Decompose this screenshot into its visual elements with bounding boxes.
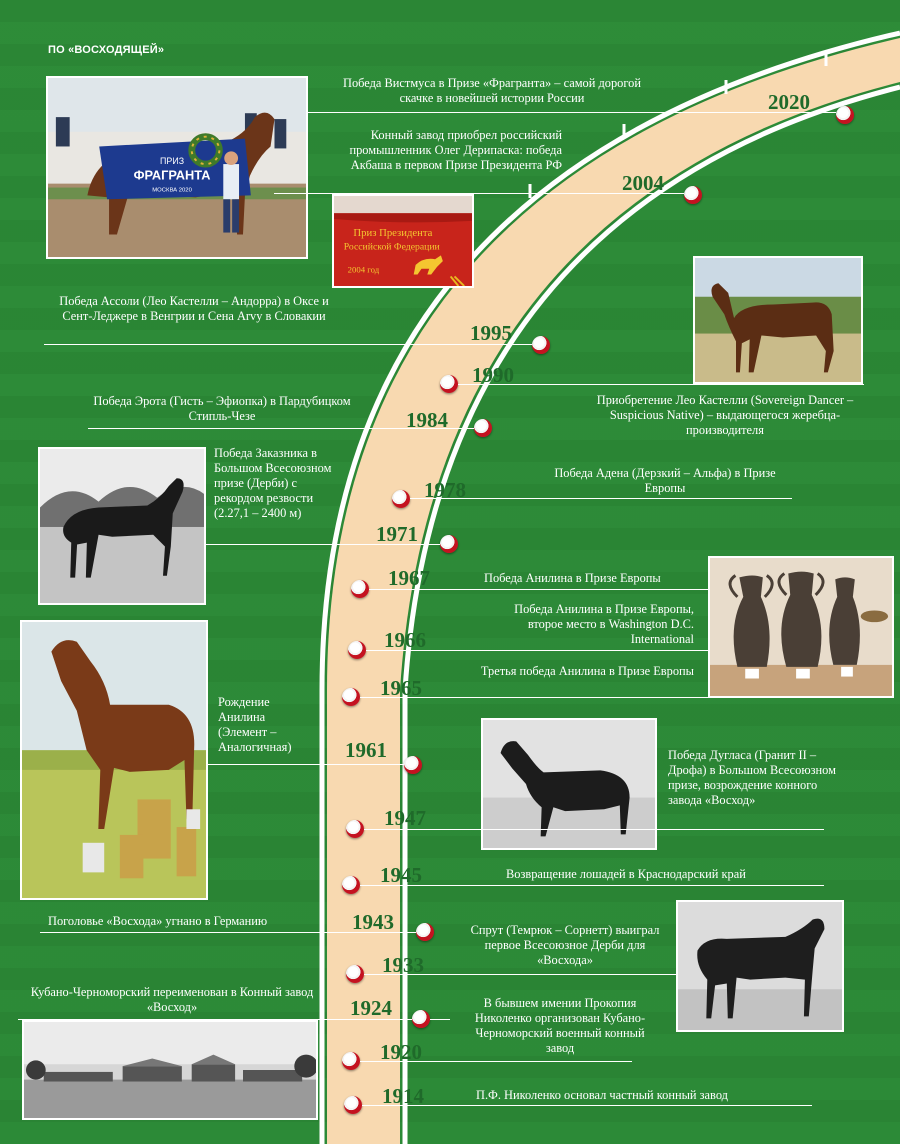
- year-2020: 2020: [768, 90, 810, 114]
- leader-line-1943: [40, 932, 416, 933]
- year-1924: 1924: [350, 996, 392, 1020]
- event-1947-text: Победа Дугласа (Гранит II – Дрофа) в Большом Всесоюзном призе, возрождение конного завода «Восход»: [668, 748, 836, 807]
- year-1971: 1971: [376, 522, 418, 546]
- event-1945-text: Возвращение лошадей в Краснодарский край: [506, 867, 746, 881]
- event-2020-text: Победа Вистмуса в Призе «Фрагранта» – самой дорогой скачке в новейшей истории России: [343, 76, 641, 105]
- year-1933: 1933: [382, 953, 424, 977]
- year-1947: 1947: [384, 806, 426, 830]
- event-1924b-text: В бывшем имении Прокопия Николенко организован Кубано-Черноморский военный конный завод: [474, 996, 646, 1055]
- photo-trophy-vases: [708, 556, 894, 698]
- marker-1971[interactable]: [440, 535, 458, 553]
- event-1966-text: Победа Анилина в Призе Европы, второе место в Washington D.C. International: [514, 602, 694, 646]
- photo-douglas: [481, 718, 657, 850]
- leader-line-1990: [458, 384, 864, 385]
- event-1924a-text: Кубано-Черноморский переименован в Конный завод «Восход»: [30, 985, 314, 1014]
- leader-line-1978: [410, 498, 792, 499]
- photo-farm-panorama: [22, 1020, 318, 1120]
- page-title: ПО «ВОСХОДЯЩЕЙ»: [48, 44, 165, 56]
- leader-line-1933: [364, 974, 676, 975]
- event-1990-text: Приобретение Лео Кастелли (Sovereign Dancer – Suspicious Native) – выдающегося жеребца-производителя: [596, 393, 854, 437]
- event-1965-text: Третья победа Анилина в Призе Европы: [480, 664, 694, 678]
- year-1961: 1961: [345, 738, 387, 762]
- blanket-city-text: МОСКВА 2020: [152, 187, 192, 194]
- photo-zakaznik: [38, 447, 206, 605]
- photo-president-prize-banner: [332, 194, 474, 288]
- year-1965: 1965: [380, 676, 422, 700]
- year-1966: 1966: [384, 628, 426, 652]
- blanket-top-text: ПРИЗ: [160, 156, 185, 167]
- year-1978: 1978: [424, 478, 466, 502]
- event-1967-text: Победа Анилина в Призе Европы: [484, 571, 661, 585]
- marker-1967[interactable]: [351, 580, 369, 598]
- year-1943: 1943: [352, 910, 394, 934]
- leader-line-1920: [360, 1061, 632, 1062]
- leader-line-1971: [206, 544, 440, 545]
- leader-line-1995: [44, 344, 532, 345]
- leader-line-1924: [18, 1019, 412, 1020]
- marker-1924[interactable]: [412, 1010, 430, 1028]
- event-1978-text: Победа Адена (Дерзкий – Альфа) в Призе Европы: [554, 466, 776, 495]
- year-1945: 1945: [380, 863, 422, 887]
- marker-1945[interactable]: [342, 876, 360, 894]
- year-1920: 1920: [380, 1040, 422, 1064]
- marker-1943[interactable]: [416, 923, 434, 941]
- photo-leo-castelli: [693, 256, 863, 384]
- marker-1961[interactable]: [404, 756, 422, 774]
- leader-line-1966: [366, 650, 709, 651]
- leader-line-1965: [360, 697, 709, 698]
- marker-2020[interactable]: [836, 106, 854, 124]
- marker-1995[interactable]: [532, 336, 550, 354]
- banner-line1: Приз Президента: [353, 228, 433, 240]
- marker-1984[interactable]: [474, 419, 492, 437]
- leader-line-1967: [369, 589, 709, 590]
- event-1933-text: Спрут (Темрюк – Сорнетт) выиграл первое Всесоюзное Дерби для «Восхода»: [470, 923, 660, 967]
- marker-1966[interactable]: [348, 641, 366, 659]
- marker-1990[interactable]: [440, 375, 458, 393]
- photo-anilin: [20, 620, 208, 900]
- year-1967: 1967: [388, 566, 430, 590]
- event-1984-text: Победа Эрота (Гисть – Эфиопка) в Пардубицком Стипль-Чезе: [93, 394, 351, 423]
- leader-line-1984: [88, 428, 474, 429]
- leader-line-1914: [362, 1105, 812, 1106]
- leader-line-1961: [208, 764, 404, 765]
- leader-line-1924b: [430, 1019, 450, 1020]
- leader-line-1947: [364, 829, 824, 830]
- event-1961-text: Рождение Анилина (Элемент – Аналогичная): [218, 695, 292, 754]
- leader-line-1945: [360, 885, 824, 886]
- marker-1914[interactable]: [344, 1096, 362, 1114]
- year-1984: 1984: [406, 408, 448, 432]
- year-1990: 1990: [472, 363, 514, 387]
- event-2004-text: Конный завод приобрел российский промышленник Олег Дерипаска: победа Акбаша в первом Призе Президента РФ: [349, 128, 562, 172]
- year-1995: 1995: [470, 321, 512, 345]
- banner-year: 2004 год: [347, 264, 380, 275]
- marker-2004[interactable]: [684, 186, 702, 204]
- marker-1965[interactable]: [342, 688, 360, 706]
- marker-1920[interactable]: [342, 1052, 360, 1070]
- marker-1933[interactable]: [346, 965, 364, 983]
- event-1971-text: Победа Заказника в Большом Всесоюзном призе (Дерби) с рекордом резвости (2.27,1 – 2400 м): [214, 446, 332, 520]
- photo-sprut: [676, 900, 844, 1032]
- year-2004: 2004: [622, 171, 664, 195]
- year-1914: 1914: [382, 1084, 424, 1108]
- marker-1947[interactable]: [346, 820, 364, 838]
- event-1943-text: Поголовье «Восхода» угнано в Германию: [48, 914, 268, 928]
- banner-line2: Российской Федерации: [343, 241, 440, 253]
- event-1914-text: П.Ф. Николенко основал частный конный завод: [476, 1088, 728, 1102]
- photo-fragranta-winner: [46, 76, 308, 259]
- event-1995-text: Победа Ассоли (Лео Кастелли – Андорра) в Оксе и Сент-Леджере в Венгрии и Сена Arvy в Словакии: [59, 294, 329, 323]
- leader-line-2004: [274, 193, 684, 194]
- blanket-main-text: ФРАГРАНТА: [133, 167, 211, 183]
- leader-line-2020: [308, 112, 836, 113]
- marker-1978[interactable]: [392, 490, 410, 508]
